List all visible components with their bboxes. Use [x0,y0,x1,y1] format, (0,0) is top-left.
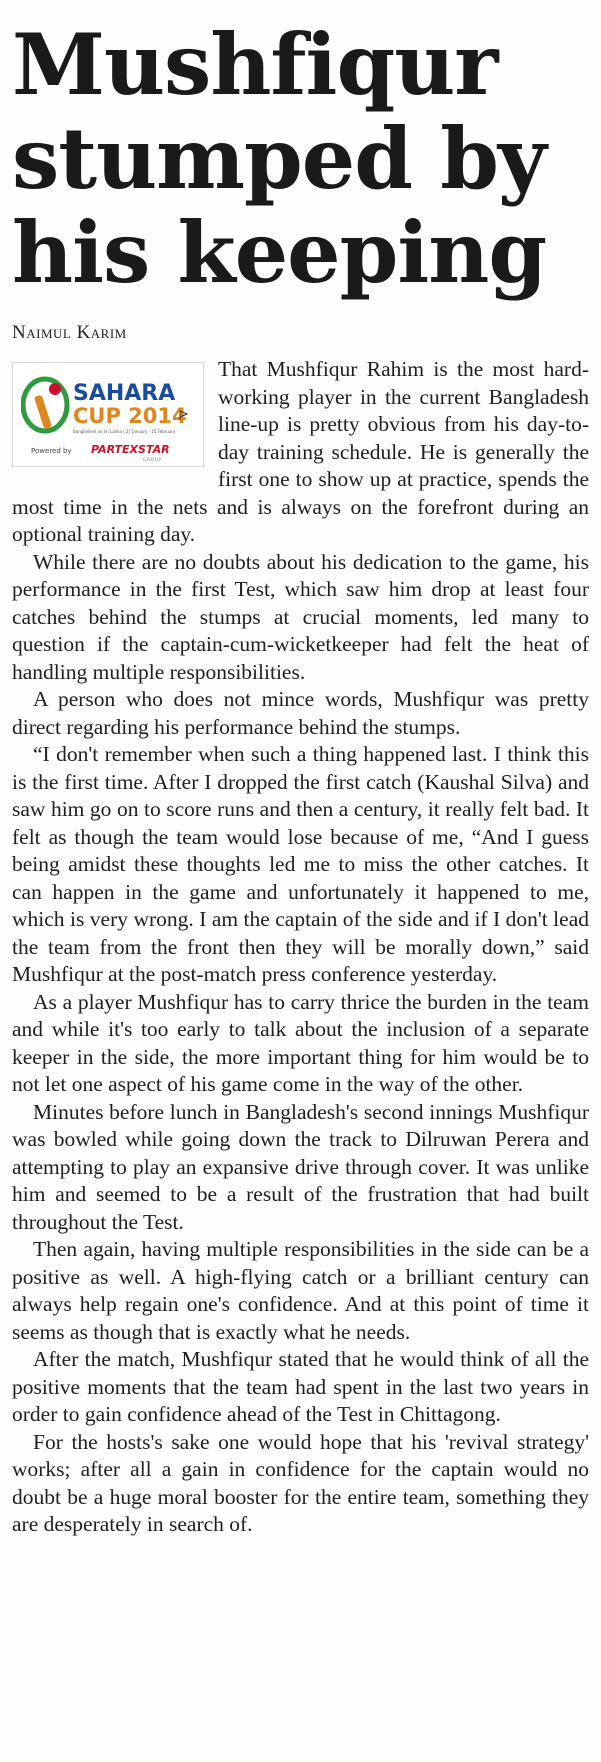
paragraph: As a player Mushfiqur has to carry thrice the burden in the team and while it's too early to talk about the inclusion of a separate keeper in the side, the more important thing for him would be to not let one aspect of his game come in the way of the other. [12,989,589,1096]
logo-powered-by: Powered by [31,447,72,455]
paragraph: Then again, having multiple responsibilities in the side can be a positive as well. A high-flying catch or a brilliant century can always help regain one's confidence. And at this point of time it seems as though that is exactly what he needs. [12,1237,589,1344]
sponsor-logo: PARTEXSTAR [91,443,170,456]
sponsor-group: GROUP [143,457,163,462]
paragraph: “I don't remember when such a thing happened last. I think this is the first time. After I dropped the first catch (Kaushal Silva) and saw him go on to score runs and then a century, it really felt bad. It felt as though the team would lose because of me, “And I guess being amidst these thoughts led me to miss the other catches. It can happen in the game and unfortunately it happened to me, which is very wrong. I am the captain of the side and if I don't lead the team from the front then they will be morally down,” said Mushfiqur at the post-match press conference yesterday. [12,742,589,986]
headline-line-2: stumped by [12,109,546,208]
logo-sahara-text: SAHARA [73,381,176,406]
paragraph: For the hosts's sake one would hope that his 'revival strategy' works; after all a gain in confidence for the captain would no doubt be a huge moral booster for the entire team, something they are desperately in search of. [12,1429,589,1536]
paragraph: While there are no doubts about his dedication to the game, his performance in the first Test, which saw him drop at least four catches behind the stumps at crucial moments, led many to question if the captain-cum-wicketkeeper had felt the heat of handling multiple responsibilities. [12,549,589,684]
logo-subtitle: Bangladesh vs Sri Lanka | 27 January - 25 February [73,429,176,434]
cricket-bat-ball-icon [21,375,71,437]
sahara-cup-logo [12,362,204,467]
headline [12,15,589,302]
article-body [12,356,589,1539]
paragraph: Minutes before lunch in Bangladesh's second innings Mushfiqur was bowled while going down the track to Dilruwan Perera and attempting to play an expansive drive through cover. It was unlike him and seemed to be a result of the frustration that had built throughout the Test. [12,1099,589,1234]
headline-line-1: Mushfiqur [12,15,498,114]
logo-cup-text: CUP 2014 [73,404,187,428]
paragraph: A person who does not mince words, Mushfiqur was pretty direct regarding his performance behind the stumps. [12,687,589,739]
byline: Naimul Karim [12,322,127,343]
flag-icon [179,410,189,420]
paragraph: After the match, Mushfiqur stated that he would think of all the positive moments that the team had spent in the last two years in order to gain confidence ahead of the Test in Chittagong. [12,1347,589,1426]
headline-line-3: his keeping [12,203,547,302]
paragraph: That Mushfiqur Rahim is the most hard-working player in the current Bangladesh line-up is pretty obvious from his day-to-day training schedule. He is generally the first one to show up at practice, spends the most time in the nets and is always on the forefront during an optional training day. [12,357,589,546]
